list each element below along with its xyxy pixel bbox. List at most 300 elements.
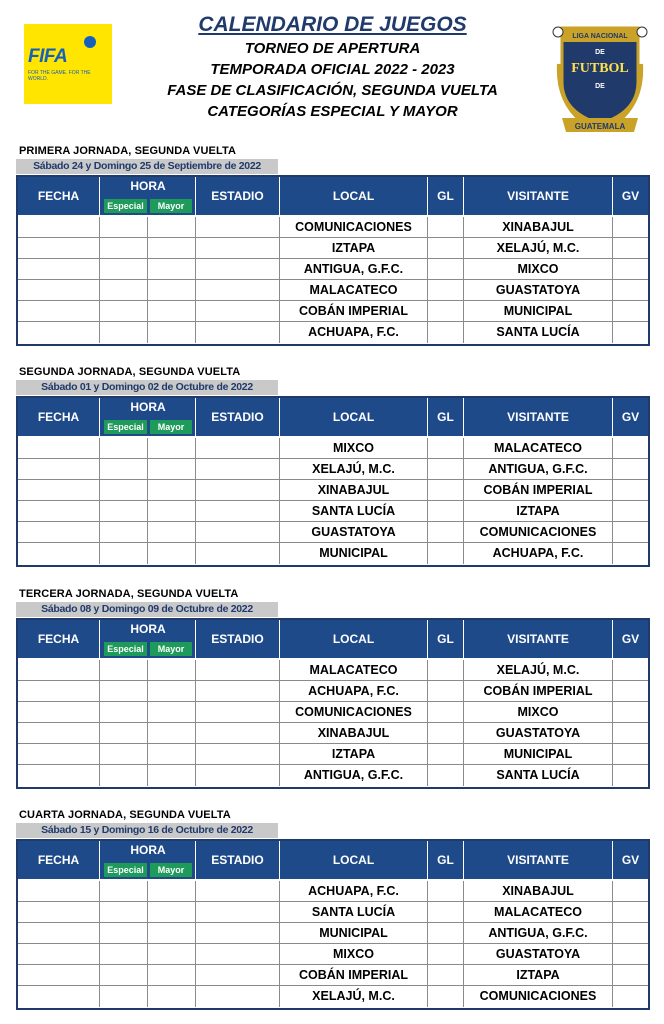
cell-hora-especial	[100, 902, 148, 923]
cell-hora-mayor	[148, 881, 196, 902]
header-hora-label: HORA	[130, 400, 166, 414]
header-local: LOCAL	[280, 177, 428, 215]
cell-local: MUNICIPAL	[280, 923, 428, 944]
header-mayor-badge: Mayor	[150, 642, 192, 656]
cell-estadio	[196, 702, 280, 723]
cell-hora-mayor	[148, 280, 196, 301]
cell-fecha	[18, 259, 100, 280]
match-table	[16, 175, 650, 346]
cell-hora-especial	[100, 322, 148, 343]
cell-estadio	[196, 238, 280, 259]
cell-hora-mayor	[148, 543, 196, 564]
header-mayor-badge: Mayor	[150, 420, 192, 434]
jornada-date: Sábado 24 y Domingo 25 de Septiembre de 2022	[16, 159, 278, 174]
cell-gv	[613, 681, 648, 702]
cell-visitante: GUASTATOYA	[464, 944, 613, 965]
cell-visitante: ANTIGUA, G.F.C.	[464, 923, 613, 944]
match-table	[16, 396, 650, 567]
table-row	[18, 301, 648, 322]
cell-visitante: COBÁN IMPERIAL	[464, 480, 613, 501]
soccer-ball-icon	[637, 27, 647, 37]
cell-fecha	[18, 238, 100, 259]
cell-estadio	[196, 438, 280, 459]
cell-hora-especial	[100, 944, 148, 965]
cell-hora-mayor	[148, 660, 196, 681]
logo-text-main: FUTBOL	[571, 61, 629, 76]
cell-hora-especial	[100, 923, 148, 944]
header-hora-label: HORA	[130, 843, 166, 857]
cell-hora-especial	[100, 238, 148, 259]
logo-text-de1: DE	[595, 49, 605, 56]
jornada-date: Sábado 15 y Domingo 16 de Octubre de 2022	[16, 823, 278, 838]
cell-gv	[613, 217, 648, 238]
cell-gl	[428, 301, 464, 322]
cell-estadio	[196, 501, 280, 522]
table-row	[18, 902, 648, 923]
table-row	[18, 280, 648, 301]
cell-gv	[613, 301, 648, 322]
table-row	[18, 986, 648, 1007]
cell-fecha	[18, 660, 100, 681]
cell-gl	[428, 501, 464, 522]
table-row	[18, 480, 648, 501]
cell-visitante: SANTA LUCÍA	[464, 322, 613, 343]
cell-local: COMUNICACIONES	[280, 217, 428, 238]
cell-hora-especial	[100, 723, 148, 744]
cell-gv	[613, 480, 648, 501]
cell-fecha	[18, 459, 100, 480]
table-header-row	[18, 620, 648, 658]
cell-hora-especial	[100, 702, 148, 723]
jornada-title: TERCERA JORNADA, SEGUNDA VUELTA	[19, 588, 239, 600]
cell-local: MALACATECO	[280, 280, 428, 301]
header-gv: GV	[621, 189, 640, 203]
cell-estadio	[196, 217, 280, 238]
cell-gl	[428, 923, 464, 944]
jornada-date: Sábado 08 y Domingo 09 de Octubre de 2022	[16, 602, 278, 617]
cell-estadio	[196, 881, 280, 902]
cell-gl	[428, 322, 464, 343]
cell-gl	[428, 259, 464, 280]
cell-visitante: COMUNICACIONES	[464, 522, 613, 543]
cell-hora-mayor	[148, 986, 196, 1007]
cell-hora-especial	[100, 681, 148, 702]
jornada-section	[16, 145, 650, 347]
match-table	[16, 618, 650, 789]
cell-hora-mayor	[148, 301, 196, 322]
cell-hora-mayor	[148, 702, 196, 723]
cell-visitante: IZTAPA	[464, 501, 613, 522]
header-especial-badge: Especial	[104, 420, 147, 434]
cell-hora-mayor	[148, 217, 196, 238]
table-row	[18, 522, 648, 543]
header-gl: GL	[428, 177, 464, 215]
fifa-logo-tagline: FOR THE GAME. FOR THE WORLD.	[28, 70, 91, 82]
cell-gv	[613, 923, 648, 944]
table-row	[18, 723, 648, 744]
cell-estadio	[196, 301, 280, 322]
cell-estadio	[196, 681, 280, 702]
cell-local: ANTIGUA, G.F.C.	[280, 765, 428, 786]
cell-gv	[613, 902, 648, 923]
cell-hora-especial	[100, 280, 148, 301]
table-body	[18, 660, 648, 787]
cell-local: COBÁN IMPERIAL	[280, 301, 428, 322]
header-gv: GV	[621, 632, 640, 646]
cell-fecha	[18, 902, 100, 923]
cell-fecha	[18, 301, 100, 322]
cell-gv	[613, 501, 648, 522]
header-gl: GL	[428, 620, 464, 658]
page-header	[0, 0, 664, 140]
header-hora-label: HORA	[130, 179, 166, 193]
cell-hora-mayor	[148, 923, 196, 944]
page-title: CALENDARIO DE JUEGOS	[198, 13, 467, 36]
cell-gl	[428, 944, 464, 965]
table-header-row	[18, 398, 648, 436]
cell-fecha	[18, 965, 100, 986]
title-block	[110, 12, 555, 122]
fifa-logo-word: FIFA	[28, 46, 68, 67]
header-especial-badge: Especial	[104, 863, 147, 877]
table-row	[18, 438, 648, 459]
cell-hora-especial	[100, 965, 148, 986]
header-estadio: ESTADIO	[196, 177, 280, 215]
cell-visitante: MIXCO	[464, 259, 613, 280]
cell-gl	[428, 723, 464, 744]
cell-visitante: COBÁN IMPERIAL	[464, 681, 613, 702]
cell-visitante: ACHUAPA, F.C.	[464, 543, 613, 564]
cell-gv	[613, 280, 648, 301]
cell-hora-mayor	[148, 965, 196, 986]
cell-hora-especial	[100, 986, 148, 1007]
cell-estadio	[196, 986, 280, 1007]
table-row	[18, 259, 648, 280]
table-row	[18, 923, 648, 944]
table-row	[18, 501, 648, 522]
cell-fecha	[18, 322, 100, 343]
cell-local: ACHUAPA, F.C.	[280, 322, 428, 343]
cell-visitante: IZTAPA	[464, 965, 613, 986]
logo-text-de2: DE	[595, 83, 605, 90]
table-header-row	[18, 841, 648, 879]
cell-gl	[428, 438, 464, 459]
table-row	[18, 744, 648, 765]
cell-estadio	[196, 543, 280, 564]
cell-local: IZTAPA	[280, 744, 428, 765]
table-row	[18, 238, 648, 259]
cell-local: XELAJÚ, M.C.	[280, 986, 428, 1007]
cell-hora-especial	[100, 259, 148, 280]
logo-text-top: LIGA NACIONAL	[572, 33, 628, 40]
cell-fecha	[18, 944, 100, 965]
cell-gv	[613, 744, 648, 765]
cell-hora-mayor	[148, 522, 196, 543]
cell-gv	[613, 765, 648, 786]
cell-hora-mayor	[148, 501, 196, 522]
cell-visitante: XINABAJUL	[464, 217, 613, 238]
cell-hora-especial	[100, 660, 148, 681]
cell-hora-especial	[100, 438, 148, 459]
header-gl: GL	[428, 398, 464, 436]
cell-gv	[613, 723, 648, 744]
cell-hora-especial	[100, 881, 148, 902]
cell-hora-mayor	[148, 744, 196, 765]
header-fecha: FECHA	[18, 620, 100, 658]
cell-local: MALACATECO	[280, 660, 428, 681]
cell-local: XINABAJUL	[280, 723, 428, 744]
cell-fecha	[18, 217, 100, 238]
cell-local: XINABAJUL	[280, 480, 428, 501]
cell-local: COMUNICACIONES	[280, 702, 428, 723]
cell-gl	[428, 280, 464, 301]
cell-gl	[428, 543, 464, 564]
header-fecha: FECHA	[18, 177, 100, 215]
cell-gv	[613, 238, 648, 259]
cell-fecha	[18, 765, 100, 786]
soccer-ball-icon	[553, 27, 563, 37]
cell-local: ACHUAPA, F.C.	[280, 881, 428, 902]
header-gv: GV	[621, 853, 640, 867]
cell-local: GUASTATOYA	[280, 522, 428, 543]
table-body	[18, 438, 648, 565]
cell-gl	[428, 238, 464, 259]
cell-estadio	[196, 944, 280, 965]
header-gl: GL	[428, 841, 464, 879]
cell-local: ACHUAPA, F.C.	[280, 681, 428, 702]
cell-estadio	[196, 480, 280, 501]
cell-hora-mayor	[148, 438, 196, 459]
cell-gv	[613, 522, 648, 543]
jornada-title: PRIMERA JORNADA, SEGUNDA VUELTA	[19, 145, 236, 157]
cell-hora-especial	[100, 744, 148, 765]
cell-gl	[428, 744, 464, 765]
cell-hora-especial	[100, 480, 148, 501]
cell-hora-mayor	[148, 480, 196, 501]
header-visitante: VISITANTE	[464, 398, 613, 436]
header-local: LOCAL	[280, 398, 428, 436]
cell-local: MIXCO	[280, 438, 428, 459]
cell-visitante: XELAJÚ, M.C.	[464, 238, 613, 259]
header-visitante: VISITANTE	[464, 177, 613, 215]
shield-shape	[562, 28, 638, 124]
cell-estadio	[196, 459, 280, 480]
cell-gv	[613, 881, 648, 902]
header-local: LOCAL	[280, 620, 428, 658]
header-hora	[100, 841, 196, 879]
cell-fecha	[18, 681, 100, 702]
header-estadio: ESTADIO	[196, 841, 280, 879]
table-row	[18, 459, 648, 480]
cell-hora-especial	[100, 543, 148, 564]
cell-hora-mayor	[148, 459, 196, 480]
table-row	[18, 881, 648, 902]
liga-nacional-logo	[552, 20, 648, 138]
cell-estadio	[196, 765, 280, 786]
cell-visitante: XINABAJUL	[464, 881, 613, 902]
fifa-globe-icon	[84, 36, 96, 48]
cell-hora-especial	[100, 501, 148, 522]
cell-visitante: MUNICIPAL	[464, 744, 613, 765]
cell-fecha	[18, 702, 100, 723]
cell-gl	[428, 459, 464, 480]
jornada-section	[16, 809, 650, 1011]
cell-gl	[428, 217, 464, 238]
title-line-tournament: TORNEO DE APERTURA	[244, 40, 421, 57]
cell-local: MIXCO	[280, 944, 428, 965]
logo-ribbon-text: GUATEMALA	[574, 122, 626, 131]
cell-hora-mayor	[148, 723, 196, 744]
cell-visitante: MALACATECO	[464, 438, 613, 459]
cell-gl	[428, 681, 464, 702]
cell-fecha	[18, 522, 100, 543]
header-fecha: FECHA	[18, 841, 100, 879]
cell-gv	[613, 459, 648, 480]
cell-fecha	[18, 501, 100, 522]
table-row	[18, 965, 648, 986]
match-table	[16, 839, 650, 1010]
cell-gl	[428, 702, 464, 723]
table-header-row	[18, 177, 648, 215]
cell-gv	[613, 543, 648, 564]
header-visitante: VISITANTE	[464, 841, 613, 879]
cell-visitante: MIXCO	[464, 702, 613, 723]
header-estadio: ESTADIO	[196, 620, 280, 658]
title-line-season: TEMPORADA OFICIAL 2022 - 2023	[210, 61, 455, 78]
jornada-date: Sábado 01 y Domingo 02 de Octubre de 2022	[16, 380, 278, 395]
cell-gv	[613, 965, 648, 986]
header-gv: GV	[621, 410, 640, 424]
header-especial-badge: Especial	[104, 199, 147, 213]
cell-hora-mayor	[148, 681, 196, 702]
cell-visitante: GUASTATOYA	[464, 280, 613, 301]
cell-gv	[613, 944, 648, 965]
jornada-title: CUARTA JORNADA, SEGUNDA VUELTA	[19, 809, 231, 821]
cell-visitante: GUASTATOYA	[464, 723, 613, 744]
cell-local: ANTIGUA, G.F.C.	[280, 259, 428, 280]
cell-hora-mayor	[148, 322, 196, 343]
cell-local: COBÁN IMPERIAL	[280, 965, 428, 986]
cell-hora-especial	[100, 301, 148, 322]
cell-estadio	[196, 322, 280, 343]
header-mayor-badge: Mayor	[150, 863, 192, 877]
cell-hora-mayor	[148, 765, 196, 786]
cell-estadio	[196, 902, 280, 923]
table-row	[18, 702, 648, 723]
table-row	[18, 322, 648, 343]
table-row	[18, 681, 648, 702]
table-body	[18, 881, 648, 1008]
cell-visitante: MALACATECO	[464, 902, 613, 923]
cell-gv	[613, 438, 648, 459]
jornada-section	[16, 366, 650, 568]
cell-fecha	[18, 438, 100, 459]
cell-visitante: SANTA LUCÍA	[464, 765, 613, 786]
title-line-phase: FASE DE CLASIFICACIÓN, SEGUNDA VUELTA	[167, 82, 498, 99]
header-estadio: ESTADIO	[196, 398, 280, 436]
table-row	[18, 543, 648, 564]
cell-gv	[613, 322, 648, 343]
cell-hora-especial	[100, 522, 148, 543]
cell-estadio	[196, 923, 280, 944]
cell-estadio	[196, 723, 280, 744]
cell-local: MUNICIPAL	[280, 543, 428, 564]
table-row	[18, 217, 648, 238]
cell-gl	[428, 902, 464, 923]
cell-hora-especial	[100, 765, 148, 786]
cell-visitante: MUNICIPAL	[464, 301, 613, 322]
cell-visitante: XELAJÚ, M.C.	[464, 660, 613, 681]
cell-gl	[428, 986, 464, 1007]
header-local: LOCAL	[280, 841, 428, 879]
title-line-categories: CATEGORÍAS ESPECIAL Y MAYOR	[207, 103, 458, 120]
header-hora-label: HORA	[130, 622, 166, 636]
cell-estadio	[196, 660, 280, 681]
cell-hora-mayor	[148, 259, 196, 280]
table-body	[18, 217, 648, 344]
cell-gl	[428, 965, 464, 986]
cell-gv	[613, 702, 648, 723]
table-row	[18, 944, 648, 965]
cell-local: SANTA LUCÍA	[280, 501, 428, 522]
cell-hora-especial	[100, 459, 148, 480]
cell-hora-mayor	[148, 944, 196, 965]
cell-hora-especial	[100, 217, 148, 238]
cell-gl	[428, 480, 464, 501]
cell-fecha	[18, 280, 100, 301]
table-row	[18, 765, 648, 786]
cell-visitante: ANTIGUA, G.F.C.	[464, 459, 613, 480]
cell-fecha	[18, 480, 100, 501]
table-row	[18, 660, 648, 681]
cell-local: XELAJÚ, M.C.	[280, 459, 428, 480]
cell-estadio	[196, 744, 280, 765]
cell-hora-mayor	[148, 902, 196, 923]
cell-fecha	[18, 986, 100, 1007]
cell-local: SANTA LUCÍA	[280, 902, 428, 923]
header-mayor-badge: Mayor	[150, 199, 192, 213]
cell-gv	[613, 660, 648, 681]
cell-estadio	[196, 280, 280, 301]
cell-visitante: COMUNICACIONES	[464, 986, 613, 1007]
cell-estadio	[196, 965, 280, 986]
cell-fecha	[18, 543, 100, 564]
cell-hora-mayor	[148, 238, 196, 259]
header-visitante: VISITANTE	[464, 620, 613, 658]
jornada-section	[16, 588, 650, 790]
cell-local: IZTAPA	[280, 238, 428, 259]
fifa-logo	[24, 24, 112, 104]
header-especial-badge: Especial	[104, 642, 147, 656]
cell-fecha	[18, 723, 100, 744]
cell-estadio	[196, 259, 280, 280]
cell-estadio	[196, 522, 280, 543]
header-hora	[100, 177, 196, 215]
cell-gv	[613, 986, 648, 1007]
cell-gl	[428, 881, 464, 902]
jornada-title: SEGUNDA JORNADA, SEGUNDA VUELTA	[19, 366, 241, 378]
cell-fecha	[18, 881, 100, 902]
cell-gv	[613, 259, 648, 280]
header-hora	[100, 620, 196, 658]
header-hora	[100, 398, 196, 436]
cell-gl	[428, 765, 464, 786]
cell-fecha	[18, 744, 100, 765]
cell-gl	[428, 660, 464, 681]
cell-gl	[428, 522, 464, 543]
cell-fecha	[18, 923, 100, 944]
header-fecha: FECHA	[18, 398, 100, 436]
